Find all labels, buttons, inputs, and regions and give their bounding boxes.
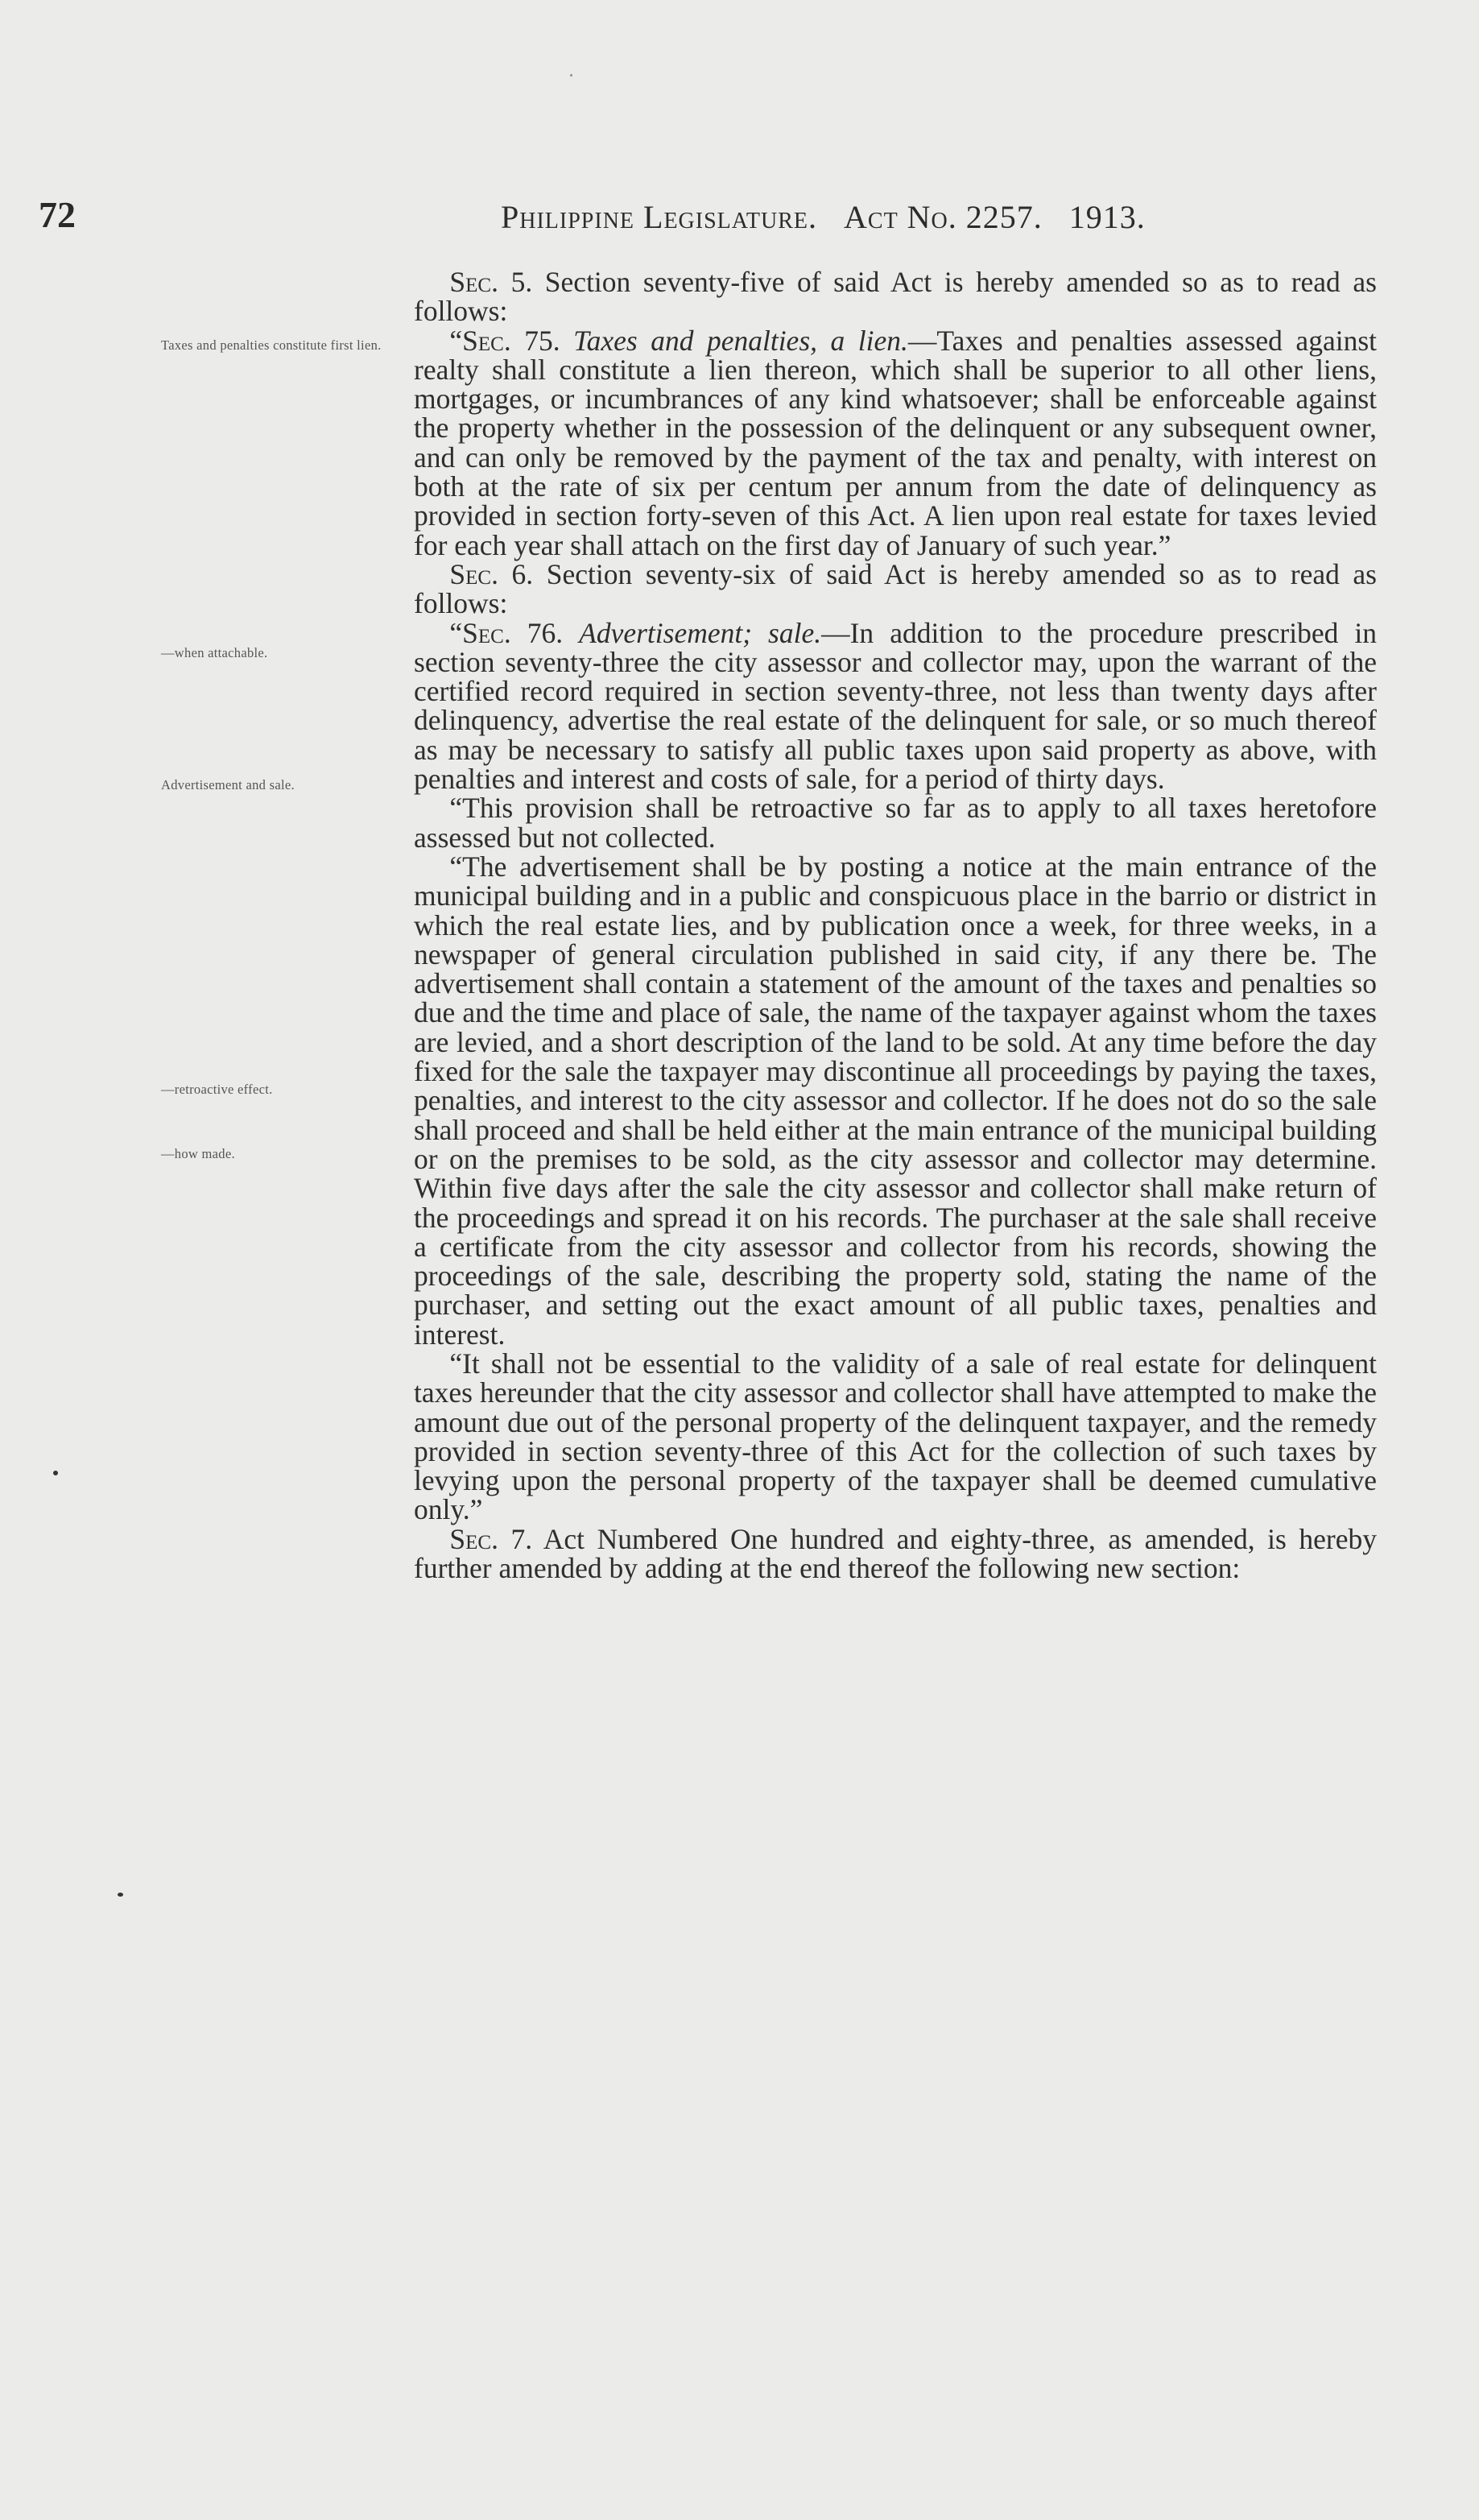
scan-speck: [118, 1893, 123, 1897]
section-76-title: Advertisement; sale.: [579, 616, 822, 649]
margin-note-when-attachable: —when attachable.: [161, 645, 268, 660]
scan-speck: [53, 1471, 58, 1475]
validity-paragraph: “It shall not be essential to the validity of a sale of real estate for delinquent taxes hereunder that the city assessor and collector shall have attempted to make the amount due out of the personal property of the delinquent taxpayer, and the remedy provided in section seventy-three of this Act for the collection of such taxes by levying upon the personal property of the taxpayer shall be deemed cumulative only.”: [414, 1347, 1377, 1526]
section-76-paragraph: “Sec. 76. Advertisement; sale.—In addition to the procedure prescribed in section seventy-three the city assessor and collector may, upon the warrant of the certified record required in section seventy-three, not less than twenty days after delinquency, advertise the real estate of the delinquent for sale, or so much thereof as may be necessary to satisfy all public taxes upon said property as above, with penalties and interest and costs of sale, for a period of thirty days.: [414, 616, 1377, 796]
retroactive-paragraph: “This provision shall be retroactive so far as to apply to all taxes heretofore assessed but not collected.: [414, 792, 1377, 854]
scan-speck: [570, 74, 572, 77]
margin-note-retroactive: —retroactive effect.: [161, 1082, 273, 1097]
advertisement-paragraph: “The advertisement shall be by posting a notice at the main entrance of the municipal building and in a public and conspicuous place in the barrio or district in which the real estate lies, and by publication once a week, for three weeks, in a newspaper of general circulation published in said city, if any there be. The advertisement shall contain a statement of the amount of the taxes and penalties so due and the time and place of sale, the name of the taxpayer against whom the taxes are levied, and a short description of the land to be sold. At any time before the day fixed for the sale the taxpayer may discontinue all proceedings by paying the taxes, penalties, and interest to the city assessor and collector. If he does not do so the sale shall proceed and shall be held either at the main entrance of the municipal building or on the premises to be sold, as the city assessor and collector may determine. Within five days after the sale the city assessor and collector shall make return of the proceedings and spread it on his records. The purchaser at the sale shall receive a certificate from the city assessor and collector from his records, showing the proceedings of the sale, describing the property sold, stating the name of the purchaser, and setting out the exact amount of all public taxes, penalties and interest.: [414, 850, 1377, 1351]
section-7-paragraph: Sec. 7. Act Numbered One hundred and eighty-three, as amended, is hereby further amended by adding at the end thereof the following new section:: [414, 1522, 1377, 1585]
running-head-year: 1913.: [1068, 199, 1146, 235]
margin-note-advertisement-sale: Advertisement and sale.: [161, 777, 295, 792]
section-6-paragraph: Sec. 6. Section seventy-six of said Act is hereby amended so as to read as follows:: [414, 557, 1377, 620]
section-75-title: Taxes and penalties, a lien.: [573, 324, 908, 357]
page-number: 72: [39, 194, 76, 235]
running-head: [501, 198, 1146, 236]
body-text: [414, 267, 1377, 1583]
margin-note-first-lien: Taxes and penalties constitute first lien.: [161, 337, 382, 353]
section-5-paragraph: Sec. 5. Section seventy-five of said Act is hereby amended so as to read as follows:: [414, 266, 1377, 328]
running-head-act: Act No. 2257.: [844, 199, 1043, 235]
section-75-paragraph: “Sec. 75. Taxes and penalties, a lien.—Taxes and penalties assessed against realty shall constitute a lien thereon, which shall be superior to all other liens, mortgages, or incumbrances of any kind whatsoever; shall be enforceable against the property whether in the possession of the delinquent or any subsequent owner, and can only be removed by the payment of the tax and penalty, with interest on both at the rate of six per centum per annum from the date of delinquency as provided in section forty-seven of this Act. A lien upon real estate for taxes levied for each year shall attach on the first day of January of such year.”: [414, 324, 1377, 561]
running-head-title: Philippine Legislature.: [501, 199, 817, 235]
margin-note-how-made: —how made.: [161, 1146, 235, 1161]
